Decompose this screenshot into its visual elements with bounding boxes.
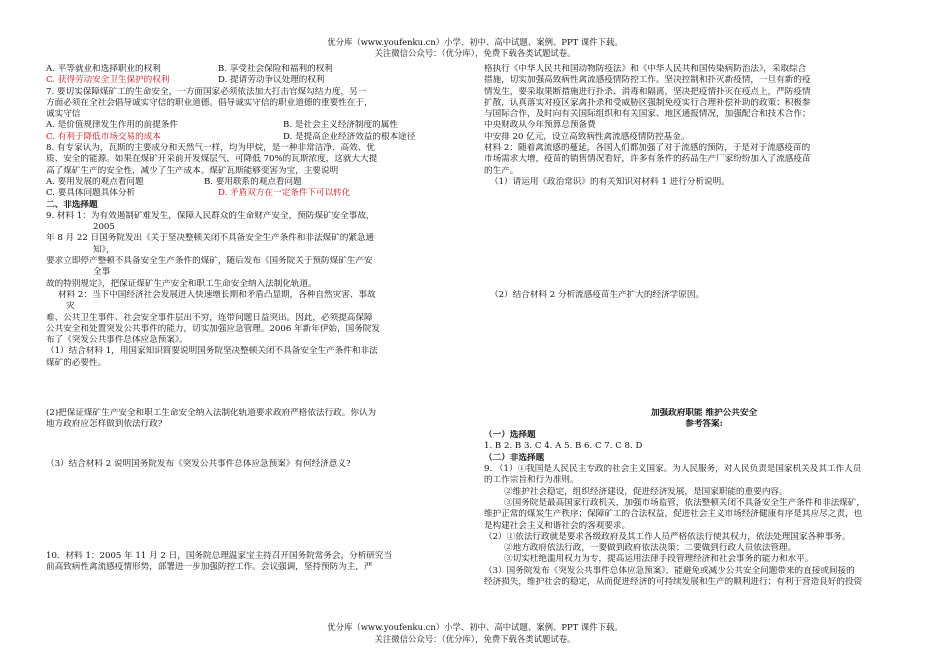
answer-section-2: （二）非选择题 <box>484 452 545 463</box>
q7-option-b: B. 是社会主义经济制度的属性 <box>283 120 398 131</box>
q8-option-b: B. 要用联系的观点看问题 <box>204 176 302 187</box>
q9-line-12: 布了《突发公共事件总体应急预案》。 <box>46 335 188 346</box>
q10-cont-line-2: 措施，切实加强高致病性禽流感疫情防控工作。坚决控制和扑灭新疫情，一旦有新的疫 <box>484 75 811 86</box>
q8-line-2: 质、安全的能源。如果在煤矿开采前开发煤层气，可降低 70%的瓦斯浓度，这就大大提 <box>46 154 378 165</box>
q7-line-1: 7. 要切实保障煤矿工的生命安全，一方面国家必须依法加大打击官煤勾结力度，另一 <box>46 86 367 97</box>
q9-question-1-line-2: 煤矿的必要性。 <box>46 357 107 368</box>
answer-line-11: 经济损失，维护社会的稳定，从而促进经济的可持续发展和生产的顺利进行；有利于营造良好的投资 <box>484 577 863 588</box>
q7-option-d: D. 是提高企业经济效益的根本途径 <box>283 131 416 142</box>
q10-question-1: （1）请运用《政治常识》的有关知识对材料 1 进行分析说明。 <box>490 176 730 187</box>
q9-question-1-line-1: （1）结合材料 1，用国家知识简要说明国务院坚决整顿关闭不具备安全生产条件和非法 <box>46 346 378 357</box>
answer-line-3: ②维护社会稳定，组织经济建设，促进经济发展，是国家职能的重要内容。 <box>504 486 788 497</box>
q7-options-row-1 <box>46 120 476 131</box>
q9-line-10: 难、公共卫生事件、社会安全事件层出不穷，连带问题日益突出。因此，必须提高保障 <box>46 312 373 323</box>
q8-line-1: 8. 有专家认为，瓦斯的主要成分和天然气一样，均为甲烷，是一种非常洁净、高效、优 <box>46 143 375 154</box>
q10-cont-line-5: 与国际合作，及时向有关国际组织和有关国家、地区通报情况，加强配合和技术合作； <box>484 109 811 120</box>
q10-cont-line-4: 扩散，认真落实对疫区家禽扑杀和受威胁区强制免疫实行合理补偿补助的政策；积极参 <box>484 97 811 108</box>
q8-options-row-1 <box>46 177 476 188</box>
q10-cont-line-3: 情发生，要采取果断措施进行扑杀、消毒和隔离，坚决把疫情扑灭在疫点上，严防疫情 <box>484 86 811 97</box>
answer-subtitle: 参考答案: <box>685 418 723 429</box>
q10-line-2: 前高致病性禽流感疫情形势，部署进一步加强防控工作。会议强调，坚持预防为主，严 <box>46 562 373 573</box>
q8-line-3: 高了煤矿生产的安全性，减少了生产成本。煤矿瓦斯能够变害为宝，主要说明 <box>46 165 339 176</box>
q8-option-a: A. 要用发展的观点看问题 <box>46 176 144 187</box>
answer-line-7: （2）①依法行政就是要求各级政府及其工作人员严格依法行使其权力，依法处理国家各种事务。 <box>484 531 851 542</box>
q10-material-2-line-3: 的生产。 <box>484 165 519 176</box>
q9-question-3: （3）结合材料 2 说明国务院发布《突发公共事件总体应急预案》有何经济意义? <box>46 458 351 469</box>
q6-option-a: A. 平等就业和选择职业的权利 <box>46 64 161 74</box>
answer-line-10: （3）国务院发布《突发公共事件总体应急预案》，能避免或减少公共安全问题带来的直接或间接的 <box>484 565 855 576</box>
answer-section-1: （一）选择题 <box>484 430 536 441</box>
q9-line-7: 故的特别规定》，把保证煤矿生产安全和职工生命安全纳入法制化轨道。 <box>46 278 317 289</box>
page-footer-line-2: 关注微信公众号：（优分库），免费下载各类试题试卷。 <box>374 634 576 644</box>
q9-line-1: 9. 材料 1：为有效遏制矿难发生，保障人民群众的生命财产安全，预防煤矿安全事故， <box>46 210 375 221</box>
q9-question-2-line-2: 地方政府应怎样做到依法行政? <box>46 419 163 430</box>
q9-line-3: 年 8 月 22 日国务院发出《关于坚决整顿关闭不具备安全生产条件和非法煤矿的紧急通 <box>46 233 375 244</box>
q9-line-4: 知》， <box>93 244 115 255</box>
q7-option-a: A. 是价值规律发生作用的前提条件 <box>46 120 178 131</box>
q7-line-2: 方面必须在全社会倡导诚实守信的职业道德。倡导诚实守信的职业道德的重要性在于， <box>46 97 373 108</box>
q9-line-9: 灾 <box>66 301 75 312</box>
q9-line-11: 公共安全和处置突发公共事件的能力，切实加强应急管理。2006 年新年伊始，国务院发 <box>46 323 380 334</box>
q10-cont-line-1: 格执行《中华人民共和国动物防疫法》和《中华人民共和国传染病防治法》，采取综合 <box>484 64 807 74</box>
q6-option-d: D. 提请劳动争议处理的权利 <box>218 75 325 86</box>
q8-option-c: C. 要具体问题具体分析 <box>46 188 136 199</box>
page-footer-line-1: 优分库（www.youfenku.cn）小学、初中、高中试题、案例、PPT 课件下载。 <box>327 622 623 632</box>
q9-question-2-line-1: (2)把保证煤矿生产安全和职工生命安全纳入法制化轨道要求政府严格依法行政。你认为 <box>46 408 377 419</box>
answer-choices: 1. B 2. B 3. C 4. A 5. B 6. C 7. C 8. D <box>484 441 643 452</box>
answer-line-5: 维护正常的煤炭生产秩序；保障矿工的合法权益，促进社会主义市场经济健康有序是其应尽之责，也 <box>484 509 863 520</box>
answer-line-9: ③切实杜绝滥用权力为专，提高运用法律手段管理经济和社会事务的能力和水平。 <box>504 554 814 565</box>
q7-option-c: C. 有利于降低市场交易的成本 <box>46 131 161 142</box>
q6-option-c: C. 获得劳动安全卫生保护的权利 <box>46 75 170 86</box>
q8-options-row-2 <box>46 188 476 199</box>
answer-line-8: ②地方政府依法行政，一要做到政府依法决策；二要做到行政人员依法管理。 <box>504 543 797 554</box>
q10-cont-line-7: 中安排 20 亿元，设立高致病性禽流感疫情防控基金。 <box>484 131 690 142</box>
q8-option-d: D. 矛盾双方在一定条件下可以转化 <box>218 188 351 199</box>
section-2-heading: 二、非选择题 <box>46 199 98 210</box>
q10-material-2-line-2: 市场需求大增，疫苗的销售情况看好，许多有条件的药品生产厂家纷纷加入了流感疫苗 <box>484 154 811 165</box>
q6-options-row-1 <box>46 64 476 75</box>
answer-line-6: 是构建社会主义和谐社会的客观要求。 <box>484 520 631 531</box>
answer-title: 加强政府职能 维护公共安全 <box>650 407 758 418</box>
answer-line-2: 的工作宗旨和行为准则。 <box>484 475 579 486</box>
answer-line-1: 9. （1）①我国是人民民主专政的社会主义国家。为人民服务，对人民负责是国家机关及其工作人员 <box>484 464 862 475</box>
q7-options-row-2 <box>46 132 476 143</box>
q9-line-5: 要求立即停产整顿不具备安全生产条件的煤矿，随后发布《国务院关于预防煤矿生产安 <box>46 256 373 267</box>
left-column <box>46 64 476 574</box>
q10-line-1: 10．材料 1：2005 年 11 月 2 日，国务院总理温家宝主持召开国务院常务会，分析研究当 <box>46 550 393 561</box>
page-header-line-1: 优分库（www.youfenku.cn）小学、初中、高中试题、案例、PPT 课件下载。 <box>327 37 623 47</box>
q9-line-8: 材料 2：当下中国经济社会发展进入快速增长期和矛盾凸显期，各种自然灾害、事故 <box>58 289 376 300</box>
page-header-line-2: 关注微信公众号：（优分库），免费下载各类试题试卷。 <box>374 48 576 58</box>
q9-line-6: 全事 <box>93 267 111 278</box>
answer-line-4: ③国务院是最高国家行政机关，加强市场监管，依法整顿关闭不具备安全生产条件和非法煤矿， <box>504 497 865 508</box>
q7-line-3: 诚实守信 <box>46 109 81 120</box>
q6-option-b: B. 享受社会保险和福利的权利 <box>218 64 333 74</box>
q9-line-2: 2005 <box>93 222 115 233</box>
q10-cont-line-6: 中央财政从今年预算总预备费 <box>484 120 596 131</box>
q6-options-row-2 <box>46 75 476 86</box>
right-column <box>484 64 924 588</box>
q10-material-2-line-1: 材料 2：随着禽流感的蔓延，各国人们都加强了对于流感的预防，于是对于流感疫苗的 <box>484 143 811 154</box>
q10-question-2: （2）结合材料 2 分析流感疫苗生产扩大的经济学原因。 <box>490 290 705 301</box>
